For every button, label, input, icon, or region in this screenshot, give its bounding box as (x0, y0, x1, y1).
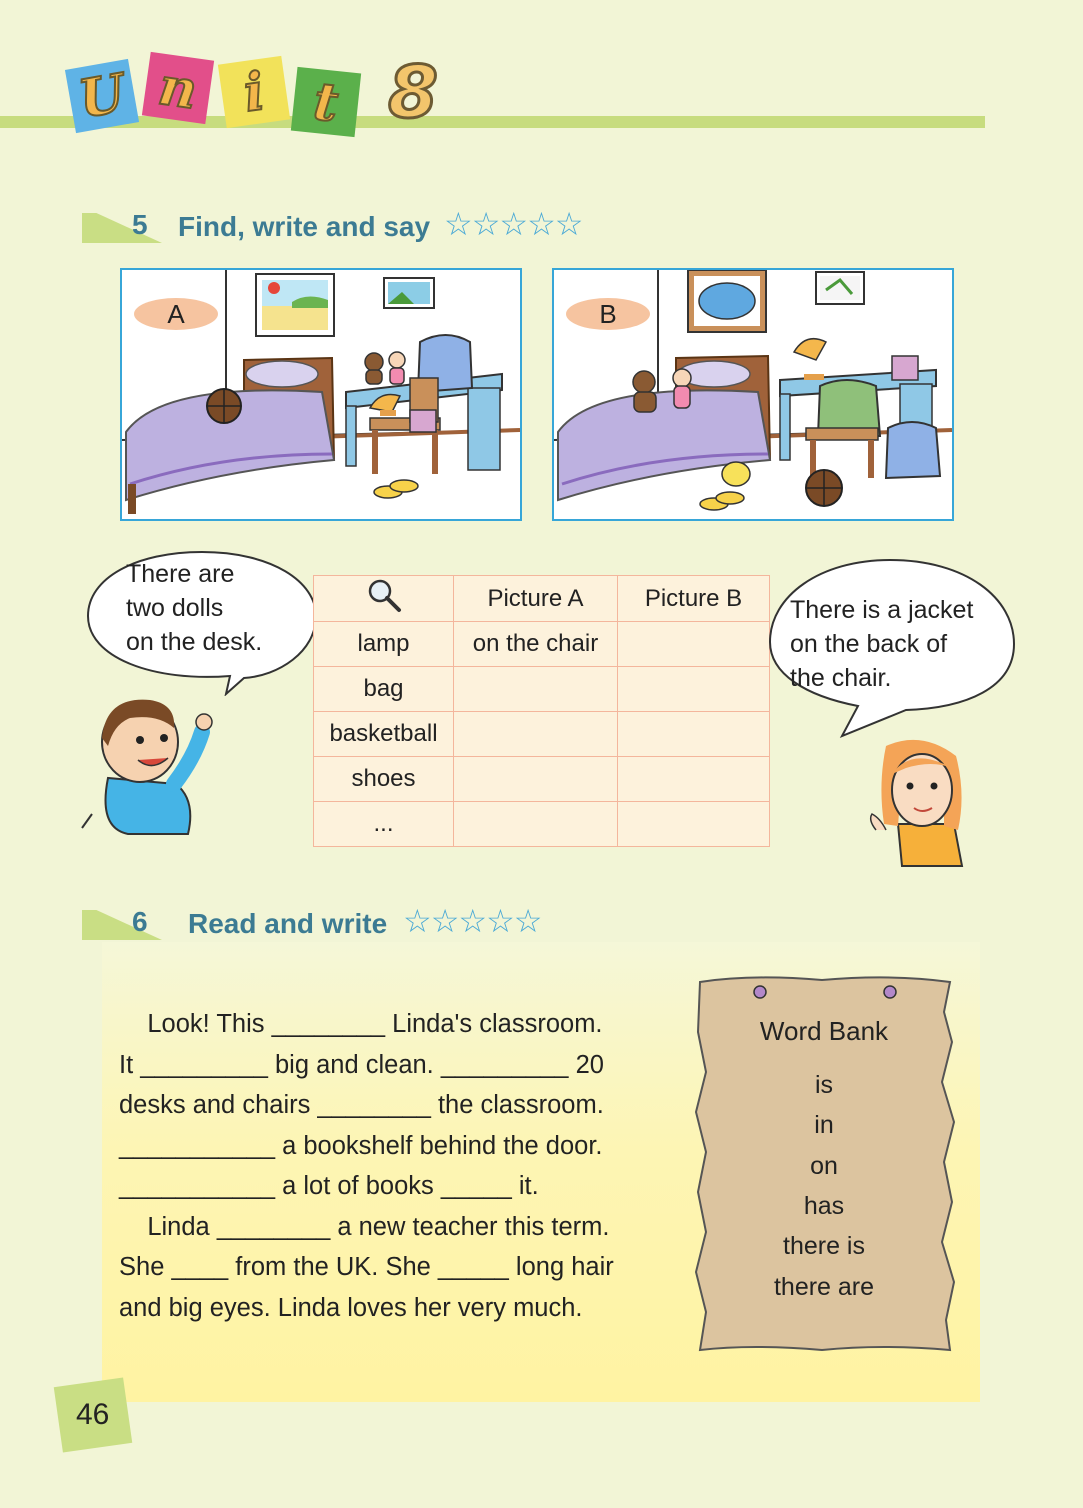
unit-letter-tile: n (142, 52, 214, 124)
page-number: 46 (76, 1398, 110, 1431)
star-rating: ☆☆☆☆☆ (444, 206, 583, 242)
magnifier-icon (365, 576, 403, 614)
table-cell-item: basketball (314, 712, 454, 757)
word-bank-item: has (803, 1192, 845, 1220)
table-cell-picture-a[interactable] (454, 757, 618, 802)
unit-letter-tile: i (218, 56, 290, 128)
bubble-line: the chair. (790, 664, 892, 692)
section-5-title: Find, write and say (178, 211, 431, 242)
passage-line: desks and chairs ________ the classroom. (119, 1091, 604, 1119)
table-cell-picture-b[interactable] (618, 622, 770, 667)
passage-line: Look! This ________ Linda's classroom. (119, 1010, 603, 1038)
table-cell-picture-b[interactable] (618, 757, 770, 802)
bubble-line: on the desk. (126, 628, 263, 656)
table-cell-picture-a[interactable] (454, 667, 618, 712)
passage-line: and big eyes. Linda loves her very much. (119, 1293, 583, 1322)
find-table (313, 575, 770, 847)
table-cell-picture-b[interactable] (618, 667, 770, 712)
section-number: 5 (132, 209, 148, 240)
bubble-line: There is a jacket (790, 596, 974, 624)
table-cell-item: bag (314, 667, 454, 712)
picture-a-label: A (134, 298, 218, 330)
table-row (314, 667, 770, 712)
bubble-left-text (126, 557, 262, 659)
table-row (314, 622, 770, 667)
table-row (314, 757, 770, 802)
word-bank-item: there is (783, 1232, 865, 1260)
passage-line: It _________ big and clean. _________ 20 (119, 1050, 604, 1079)
header-bar (0, 116, 985, 128)
table-header-search (314, 576, 454, 622)
passage-line: ___________ a bookshelf behind the door. (119, 1131, 603, 1160)
star-rating: ☆☆☆☆☆ (403, 903, 542, 939)
table-cell-picture-a[interactable] (454, 802, 618, 847)
boy-illustration (78, 688, 228, 838)
passage-line: She ____ from the UK. She _____ long hair (119, 1253, 614, 1281)
section-6-title: Read and write (188, 908, 388, 939)
unit-letter-tile: U (65, 59, 139, 133)
table-header-picture-b: Picture B (618, 576, 770, 622)
table-cell-picture-b[interactable] (618, 802, 770, 847)
unit-number: 8 (388, 50, 439, 134)
word-bank-item: on (810, 1152, 838, 1180)
picture-b (552, 268, 954, 521)
table-cell-item: shoes (314, 757, 454, 802)
table-cell-picture-b[interactable] (618, 712, 770, 757)
table-cell-picture-a[interactable]: on the chair (454, 622, 618, 667)
table-header-picture-a: Picture A (454, 576, 618, 622)
word-bank-item: is (814, 1071, 834, 1099)
table-cell-item: lamp (314, 622, 454, 667)
girl-illustration (862, 734, 972, 868)
word-bank-item: there are (773, 1273, 875, 1301)
passage (119, 1004, 679, 1328)
picture-b-label: B (566, 298, 650, 330)
bubble-right-text (790, 593, 973, 695)
table-cell-picture-a[interactable] (454, 712, 618, 757)
picture-a (120, 268, 522, 521)
bubble-line: There are (126, 560, 235, 588)
section-number: 6 (132, 906, 148, 937)
bubble-line: on the back of (790, 630, 948, 658)
passage-line: ___________ a lot of books _____ it. (119, 1172, 539, 1200)
table-cell-item: ... (314, 802, 454, 847)
unit-letter-tile: t (291, 67, 361, 137)
word-bank-title: Word Bank (759, 1016, 889, 1046)
word-bank-item: in (814, 1111, 834, 1139)
table-row (314, 802, 770, 847)
table-header-row (314, 576, 770, 622)
section-flag (82, 910, 162, 940)
bubble-line: two dolls (126, 594, 224, 622)
table-row (314, 712, 770, 757)
section-flag (82, 213, 162, 243)
passage-line: Linda ________ a new teacher this term. (119, 1212, 610, 1241)
